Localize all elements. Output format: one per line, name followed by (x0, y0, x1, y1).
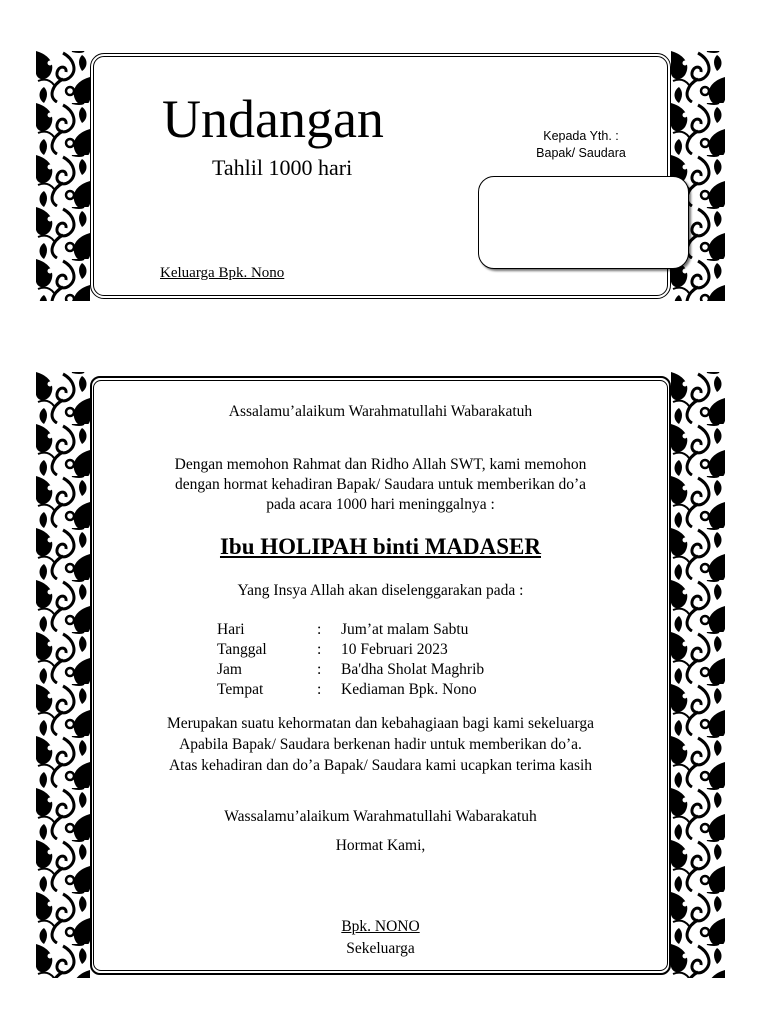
right-ornament-border (671, 372, 725, 978)
left-ornament-border (36, 372, 90, 978)
invitation-panel (90, 372, 671, 978)
schedule-intro: Yang Insya Allah akan diselenggarakan pada : (237, 582, 524, 599)
detail-label: Hari (217, 621, 245, 638)
closing-line: Apabila Bapak/ Saudara berkenan hadir untuk memberikan do’a. (179, 736, 582, 753)
signature-name-text: Bpk. NONO (341, 918, 420, 935)
detail-separator: : (317, 621, 322, 638)
opening-greeting: Assalamu’alaikum Warahmatullahi Wabarakatuh (228, 403, 533, 420)
recipient-heading (470, 128, 692, 162)
request-line: pada acara 1000 hari meninggalnya : (266, 496, 495, 513)
left-ornament-border (36, 51, 90, 301)
regards: Hormat Kami, (335, 837, 426, 854)
detail-value: Kediaman Bpk. Nono (341, 681, 477, 698)
request-paragraph (120, 455, 641, 515)
recipient-address-box (478, 176, 689, 269)
detail-row-date (217, 640, 484, 660)
deceased-name: Ibu HOLIPAH binti MADASER (219, 534, 541, 559)
detail-separator: : (317, 661, 322, 678)
detail-row-time (217, 660, 484, 680)
detail-value: 10 Februari 2023 (341, 641, 448, 658)
request-line: dengan hormat kehadiran Bapak/ Saudara untuk memberikan do’a (174, 476, 587, 493)
detail-label: Tanggal (217, 641, 267, 658)
envelope-panel (90, 51, 671, 301)
closing-line: Merupakan suatu kehormatan dan kebahagiaan bagi kami sekeluarga (166, 715, 595, 732)
detail-separator: : (317, 641, 322, 658)
closing-line: Atas kehadiran dan do’a Bapak/ Saudara kami ucapkan terima kasih (168, 757, 593, 774)
detail-label: Jam (217, 661, 242, 678)
signature-name (90, 917, 671, 937)
detail-label: Tempat (217, 681, 264, 698)
host-family: Keluarga Bpk. Nono (160, 265, 285, 281)
recipient-line-2: Bapak/ Saudara (536, 146, 626, 160)
closing-greeting: Wassalamu’alaikum Warahmatullahi Wabarakatuh (224, 808, 537, 825)
recipient-line-1: Kepada Yth. : (543, 129, 619, 143)
invitation-card (36, 372, 725, 978)
detail-value: Ba'dha Sholat Maghrib (341, 661, 485, 678)
detail-row-place (217, 680, 484, 700)
invitation-subtitle: Tahlil 1000 hari (212, 155, 353, 180)
envelope-card (36, 51, 725, 301)
detail-row-day (217, 620, 484, 640)
detail-separator: : (317, 681, 322, 698)
invitation-title: Undangan (162, 89, 384, 149)
closing-paragraph (110, 713, 651, 776)
request-line: Dengan memohon Rahmat dan Ridho Allah SWT, kami memohon (174, 456, 587, 473)
signature-family: Sekeluarga (346, 940, 415, 957)
detail-value: Jum’at malam Sabtu (341, 621, 469, 638)
event-details (217, 620, 484, 700)
